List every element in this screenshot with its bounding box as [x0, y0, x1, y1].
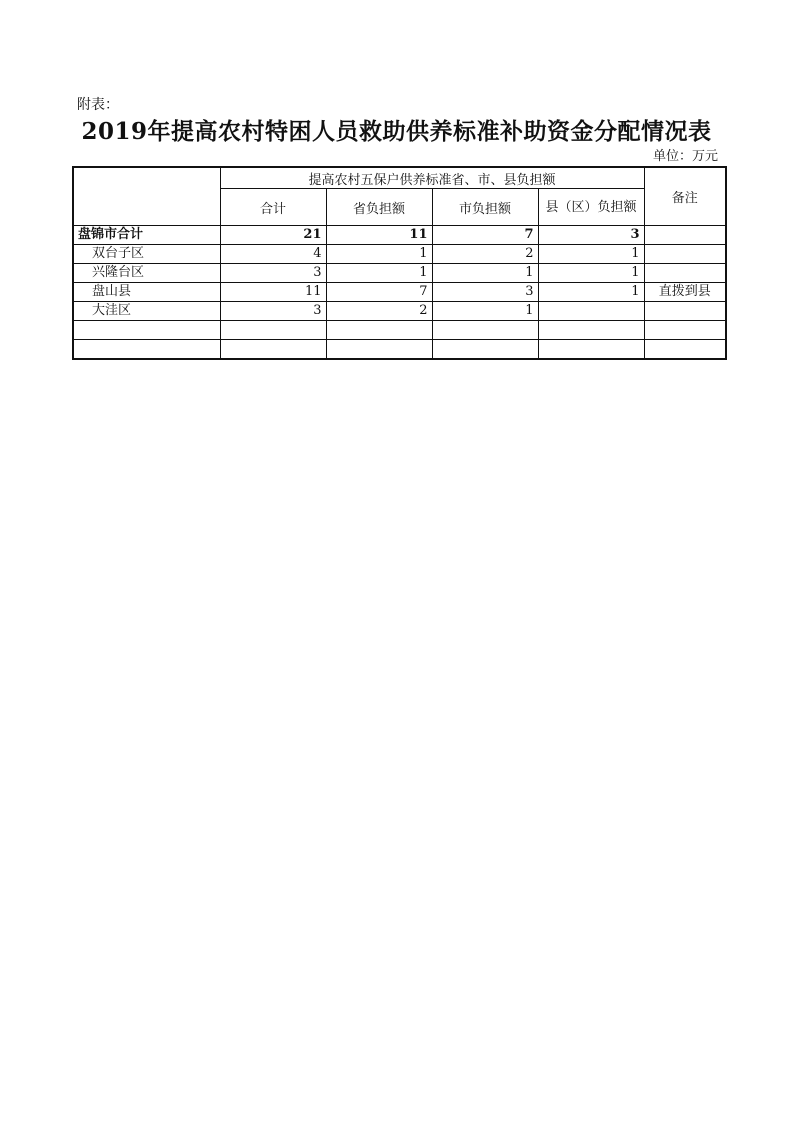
city-cell: 2 [432, 245, 538, 264]
region-cell [73, 340, 220, 360]
city-cell [432, 340, 538, 360]
county-cell: 3 [538, 226, 644, 245]
table-row [73, 226, 726, 245]
region-cell [73, 321, 220, 340]
province-cell: 2 [326, 302, 432, 321]
total-cell [220, 340, 326, 360]
table-row [73, 264, 726, 283]
region-header-cell [73, 167, 220, 226]
county-header: 县（区）负担额 [538, 189, 644, 226]
table-row [73, 302, 726, 321]
province-cell: 1 [326, 264, 432, 283]
region-cell: 盘锦市合计 [73, 226, 220, 245]
region-cell: 兴隆台区 [73, 264, 220, 283]
group-header: 提高农村五保户供养标准省、市、县负担额 [220, 167, 644, 189]
city-cell: 7 [432, 226, 538, 245]
county-cell [538, 321, 644, 340]
city-cell [432, 321, 538, 340]
county-cell: 1 [538, 245, 644, 264]
city-header: 市负担额 [432, 189, 538, 226]
region-cell: 盘山县 [73, 283, 220, 302]
remark-cell: 直拨到县 [644, 283, 726, 302]
remark-cell [644, 264, 726, 283]
table-row [73, 245, 726, 264]
attachment-label: 附表： [77, 97, 119, 113]
remark-cell [644, 340, 726, 360]
province-cell: 11 [326, 226, 432, 245]
city-cell: 1 [432, 302, 538, 321]
province-header: 省负担额 [326, 189, 432, 226]
county-cell [538, 302, 644, 321]
county-cell: 1 [538, 283, 644, 302]
remark-header: 备注 [644, 167, 726, 226]
table-row [73, 283, 726, 302]
county-cell [538, 340, 644, 360]
province-cell [326, 340, 432, 360]
total-header: 合计 [220, 189, 326, 226]
unit-label: 单位：万元 [652, 149, 718, 164]
remark-cell [644, 321, 726, 340]
province-cell [326, 321, 432, 340]
table-row [73, 321, 726, 340]
province-cell: 7 [326, 283, 432, 302]
remark-cell [644, 226, 726, 245]
document-title: 2019年提高农村特困人员救助供养标准补助资金分配情况表 [81, 118, 712, 145]
total-cell: 4 [220, 245, 326, 264]
remark-cell [644, 302, 726, 321]
total-cell [220, 321, 326, 340]
county-cell: 1 [538, 264, 644, 283]
remark-cell [644, 245, 726, 264]
table-row [73, 340, 726, 360]
total-cell: 11 [220, 283, 326, 302]
city-cell: 1 [432, 264, 538, 283]
region-cell: 双台子区 [73, 245, 220, 264]
total-cell: 21 [220, 226, 326, 245]
province-cell: 1 [326, 245, 432, 264]
total-cell: 3 [220, 264, 326, 283]
city-cell: 3 [432, 283, 538, 302]
total-cell: 3 [220, 302, 326, 321]
allocation-table [72, 166, 727, 360]
region-cell: 大洼区 [73, 302, 220, 321]
